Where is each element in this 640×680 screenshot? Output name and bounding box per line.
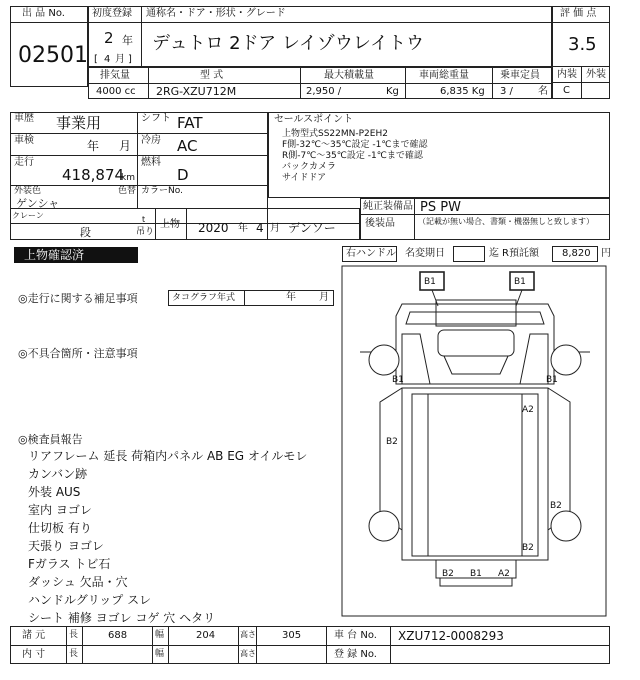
interior-label: 内装 bbox=[557, 69, 577, 80]
tachograph-label: タコグラフ年式 bbox=[172, 293, 236, 303]
body-year-unit: 年 bbox=[238, 223, 248, 234]
truck-diagram bbox=[340, 264, 610, 620]
height-label: 高さ bbox=[240, 630, 256, 639]
cab-outline bbox=[396, 304, 554, 384]
inspector-line: カンバン跡 bbox=[28, 467, 88, 481]
damage-mark: B1 bbox=[470, 569, 482, 579]
damage-mark: B1 bbox=[514, 277, 526, 287]
damage-mark: B1 bbox=[424, 277, 436, 287]
inspector-line: リアフレーム 延長 荷箱内パネル AB EG オイルモレ bbox=[28, 449, 308, 463]
inspector-line: ハンドルグリップ スレ bbox=[28, 593, 152, 607]
defects-label: ◎不具合箇所・注意事項 bbox=[18, 347, 138, 360]
body-year: 2020 bbox=[198, 221, 229, 235]
ext-color-label: 外装色 bbox=[14, 186, 42, 196]
interior-dims-label: 内 寸 bbox=[22, 649, 46, 660]
car-name: デュトロ 2ドア レイゾウレイトウ bbox=[152, 33, 425, 54]
body-month: 4 bbox=[256, 221, 264, 235]
recycle-label: R預託額 bbox=[502, 248, 539, 259]
capacity-label: 乗車定員 bbox=[500, 70, 540, 81]
shift-value: FAT bbox=[177, 114, 203, 132]
inner-height-label: 高さ bbox=[240, 649, 256, 658]
mileage-unit: km bbox=[121, 173, 135, 183]
inner-width-label: 幅 bbox=[155, 649, 165, 659]
fuel-value: D bbox=[177, 166, 189, 184]
rear-left-wheel bbox=[369, 511, 399, 541]
width-value: 204 bbox=[196, 630, 216, 641]
genuine-label: 純正装備品 bbox=[363, 201, 413, 212]
damage-mark: B2 bbox=[442, 569, 454, 579]
sales-point-line: 上物型式SS22MN-P2EH2 bbox=[282, 129, 388, 139]
capacity-unit: 名 bbox=[538, 86, 548, 97]
inspector-line: シート 補修 ヨゴレ コゲ 穴 ヘタリ bbox=[28, 611, 216, 625]
reg-year-unit: 年 bbox=[122, 34, 133, 47]
chassis-label: 車 台 No. bbox=[334, 630, 377, 641]
displacement-value: 4000 cc bbox=[96, 86, 136, 97]
inspector-label: ◎検査員報告 bbox=[18, 433, 83, 446]
damage-mark: B2 bbox=[550, 501, 562, 511]
crane-label: クレーン bbox=[12, 211, 44, 220]
sales-points-list bbox=[282, 129, 428, 184]
reg-month-unit: 月 bbox=[115, 54, 125, 65]
max-load-label: 最大積載量 bbox=[324, 70, 374, 81]
max-load-unit: Kg bbox=[386, 86, 399, 97]
capacity-value: 3 / bbox=[500, 86, 513, 97]
history-label: 車歴 bbox=[14, 113, 34, 124]
interior-grade: C bbox=[563, 85, 570, 96]
inspector-line: Fガラス トビ石 bbox=[28, 557, 111, 571]
tachograph-year-unit: 年 bbox=[286, 292, 296, 303]
history-value: 事業用 bbox=[56, 114, 102, 132]
inspector-line: ダッシュ 欠品・穴 bbox=[28, 575, 128, 589]
inspection-year-unit: 年 bbox=[87, 139, 100, 153]
max-load-value: 2,950 / bbox=[306, 86, 342, 97]
lot-label: 出 品 No. bbox=[22, 8, 65, 19]
inner-length-label: 長 bbox=[69, 649, 79, 659]
front-left-wheel bbox=[369, 345, 399, 375]
cancel-label: 迄 bbox=[489, 248, 499, 259]
tachograph-month-unit: 月 bbox=[319, 292, 329, 303]
ext-color-value: ゲンシャ bbox=[16, 197, 60, 210]
diagram-frame bbox=[342, 266, 606, 616]
first-reg-label: 初度登録 bbox=[92, 8, 132, 19]
length-label: 長 bbox=[69, 630, 79, 640]
damage-mark: B1 bbox=[546, 375, 558, 385]
width-label: 幅 bbox=[155, 630, 165, 640]
crane-stage-unit: 段 bbox=[80, 226, 91, 239]
body-maker: デンソー bbox=[288, 221, 336, 235]
crane-hanging-unit: 吊り bbox=[136, 227, 155, 237]
mileage-label: 走行 bbox=[14, 157, 34, 168]
lot-number: 02501 bbox=[18, 43, 88, 68]
sales-point-line: バックカメラ bbox=[282, 162, 337, 172]
damage-mark: B1 bbox=[392, 375, 404, 385]
recycle-amount: 8,820 bbox=[562, 248, 591, 259]
damage-mark: B2 bbox=[522, 543, 534, 553]
length-value: 688 bbox=[108, 630, 128, 641]
damage-mark: A2 bbox=[522, 405, 534, 415]
shift-label: シフト bbox=[141, 113, 171, 124]
rear-right-wheel bbox=[551, 511, 581, 541]
ac-value: AC bbox=[177, 137, 198, 155]
exterior-label: 外装 bbox=[586, 69, 606, 80]
dimensions-label: 諸 元 bbox=[22, 630, 46, 641]
color-no-label: カラーNo. bbox=[141, 186, 183, 196]
chassis-value: XZU712-0008293 bbox=[398, 629, 504, 643]
confirm-banner: 上物確認済 bbox=[14, 247, 138, 263]
fuel-label: 燃料 bbox=[141, 157, 161, 168]
ac-label: 冷房 bbox=[141, 135, 161, 146]
mileage-value: 418,874 bbox=[62, 166, 125, 184]
height-value: 305 bbox=[282, 630, 302, 641]
score-label: 評 価 点 bbox=[560, 8, 597, 19]
sales-points-label: セールスポイント bbox=[274, 114, 354, 125]
sales-point-line: R側-7℃～35℃設定 -1℃まで確認 bbox=[282, 151, 423, 161]
model-label: 型 式 bbox=[200, 70, 224, 81]
sales-point-line: サイドドア bbox=[282, 173, 327, 183]
name-change-label: 名変期日 bbox=[405, 248, 445, 259]
right-hand-label: 右ハンドル bbox=[346, 248, 396, 259]
body-month-unit: 月 bbox=[270, 223, 280, 234]
inspector-report bbox=[28, 447, 307, 627]
model-value: 2RG-XZU712M bbox=[156, 85, 237, 98]
driving-notes-label: ◎走行に関する補足事項 bbox=[18, 292, 138, 305]
gross-weight-value: 6,835 Kg bbox=[440, 86, 485, 97]
recycle-unit: 円 bbox=[601, 248, 611, 259]
damage-mark: A2 bbox=[498, 569, 510, 579]
inspection-label: 車検 bbox=[14, 135, 34, 146]
inspector-line: 天張り ヨゴレ bbox=[28, 539, 104, 553]
name-label: 通称名・ドア・形状・グレード bbox=[146, 8, 286, 19]
inspector-line: 外装 AUS bbox=[28, 485, 81, 499]
reg-year: 2 bbox=[104, 29, 114, 47]
registration-label: 登 録 No. bbox=[334, 649, 377, 660]
inspection-month-unit: 月 bbox=[119, 139, 132, 153]
inspector-line: 仕切板 有り bbox=[28, 521, 92, 535]
inspector-line: 室内 ヨゴレ bbox=[28, 503, 92, 517]
displacement-label: 排気量 bbox=[100, 70, 130, 81]
sales-point-line: F側-32℃～35℃設定 -1℃まで確認 bbox=[282, 140, 428, 150]
gross-weight-label: 車両総重量 bbox=[419, 70, 469, 81]
aftermarket-note: （記載が無い場合、書類・機器無しと致します） bbox=[418, 217, 594, 226]
score-value: 3.5 bbox=[568, 34, 597, 55]
genuine-value: PS PW bbox=[420, 200, 461, 215]
crane-t-unit: t bbox=[142, 215, 146, 224]
front-right-wheel bbox=[551, 345, 581, 375]
aftermarket-label: 後装品 bbox=[365, 218, 395, 229]
reg-month: 4 bbox=[104, 54, 111, 65]
body-label: 上物 bbox=[160, 219, 180, 230]
name-change-box bbox=[453, 246, 485, 262]
color-code-label: 色替 bbox=[118, 186, 137, 196]
damage-mark: B2 bbox=[386, 437, 398, 447]
